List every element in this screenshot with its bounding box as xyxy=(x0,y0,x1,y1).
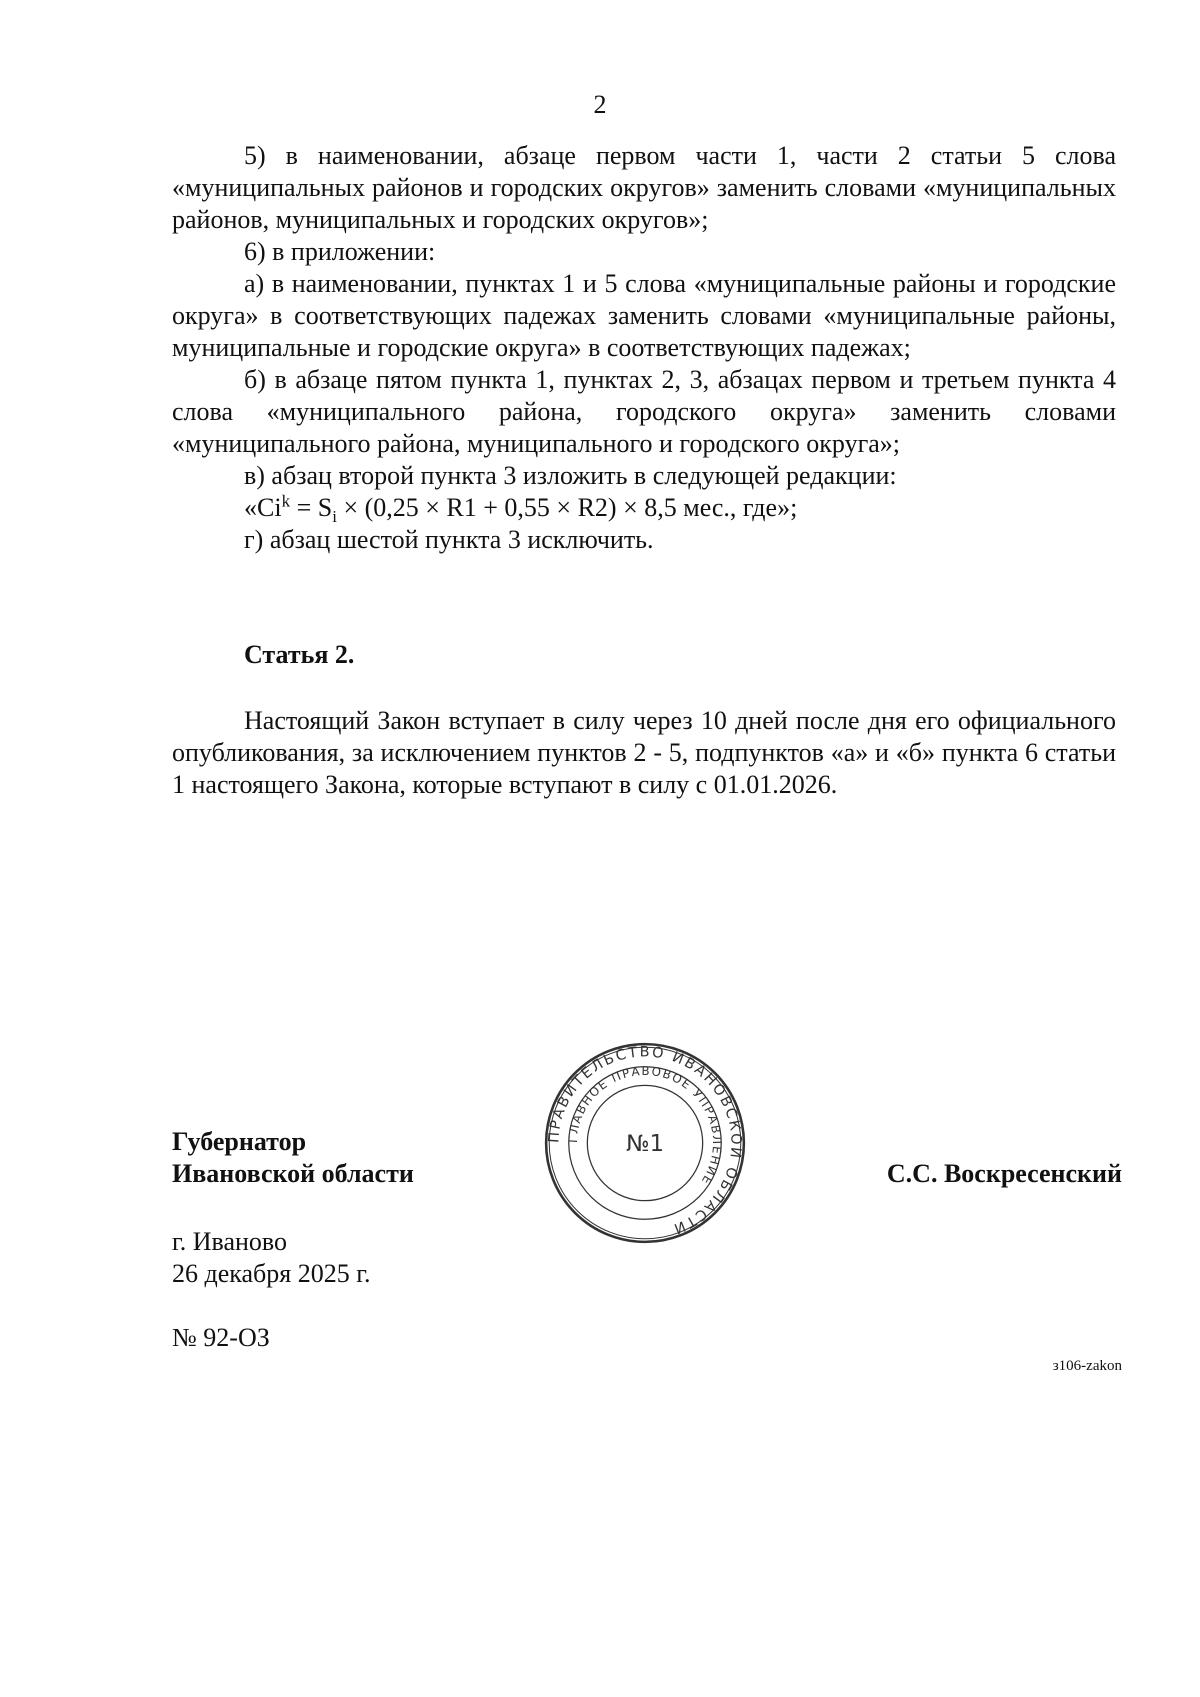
amendment-item-6v: в) абзац второй пункта 3 изложить в следующей редакции: xyxy=(244,461,897,490)
formula-open: «Ci xyxy=(244,493,282,522)
official-seal xyxy=(542,1040,748,1246)
seal-center-number: №1 xyxy=(626,1131,664,1158)
place-city: г. Иваново xyxy=(172,1227,287,1256)
signatory-position xyxy=(172,1126,414,1190)
amendments-block xyxy=(172,140,1116,556)
amendment-item-6g: г) абзац шестой пункта 3 исключить. xyxy=(244,525,654,554)
signatory-position-line2: Ивановской области xyxy=(172,1159,414,1188)
article-2-text: Настоящий Закон вступает в силу через 10 дней после дня его официального опубликования, за исключением пунктов 2 - 5, подпунктов «а» и «б» пункта 6 статьи 1 настоящего Закона, которые вступают в силу с 01.01.2026. xyxy=(172,706,1116,799)
page-number: 2 xyxy=(593,90,607,119)
formula-line xyxy=(172,491,1116,527)
amendment-item-6a: а) в наименовании, пунктах 1 и 5 слова «муниципальные районы и городские округа» в соответствующих падежах заменить словами «муниципальные районы, муниципальные и городские округа» в соответствующих падежах; xyxy=(172,269,1116,362)
formula-subscript: i xyxy=(332,507,337,527)
seal-outer-text: ПРАВИТЕЛЬСТВО ИВАНОВСКОЙ ОБЛАСТИ xyxy=(546,1044,744,1237)
amendment-item-6-intro: 6) в приложении: xyxy=(244,237,436,266)
document-reference: з106-zakon xyxy=(1052,1358,1122,1374)
article-2-body xyxy=(172,705,1116,801)
signing-date: 26 декабря 2025 г. xyxy=(172,1259,371,1288)
formula-superscript: k xyxy=(281,491,291,511)
amendment-item-6b: б) в абзаце пятом пункта 1, пунктах 2, 3, абзацах первом и третьем пункта 4 слова «муниципального района, городского округа» заменить словами «муниципального района, муниципального и городского округа»; xyxy=(172,365,1116,458)
place-date xyxy=(172,1226,370,1290)
amendment-item-5: 5) в наименовании, абзаце первом части 1, части 2 статьи 5 слова «муниципальных районов и городских округов» заменить словами «муниципальных районов, муниципальных и городских округов»; xyxy=(172,141,1116,234)
law-number: № 92-ОЗ xyxy=(172,1323,270,1352)
signatory-position-line1: Губернатор xyxy=(172,1127,307,1156)
seal-inner-text: ГЛАВНОЕ ПРАВОВОЕ УПРАВЛЕНИЕ xyxy=(565,1063,725,1189)
formula-rest: × (0,25 × R1 + 0,55 × R2) × 8,5 мес., где»; xyxy=(336,493,798,522)
article-2-heading: Статья 2. xyxy=(244,640,355,669)
formula-eq: = S xyxy=(290,493,333,522)
signatory-name: С.С. Воскресенский xyxy=(886,1159,1122,1188)
